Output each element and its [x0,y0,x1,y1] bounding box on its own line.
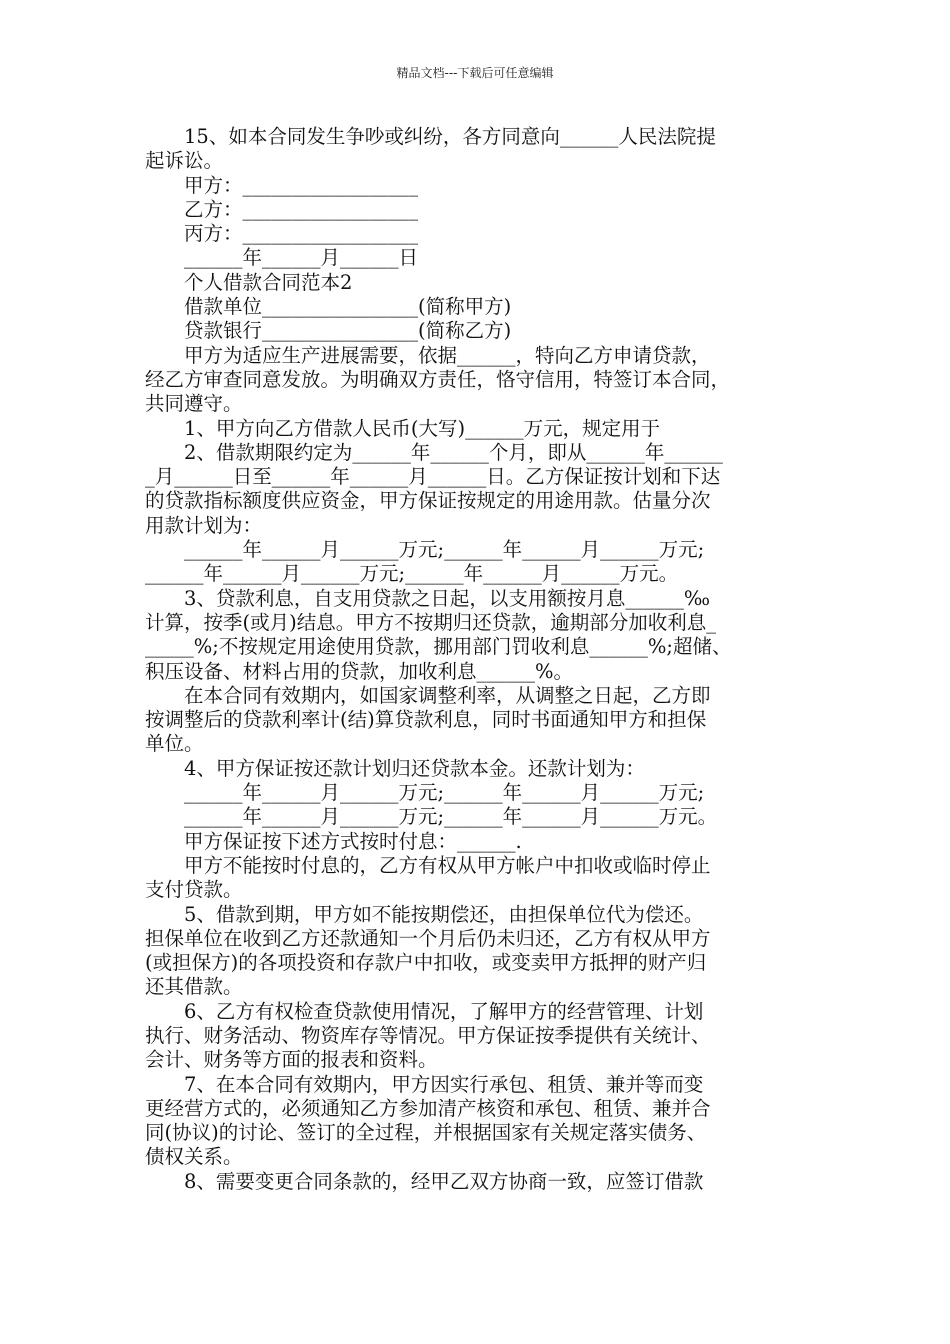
text-line: 的贷款指标额度供应资金，甲方保证按规定的用途用款。估量分次 [145,489,711,513]
text-line: 支付贷款。 [145,878,243,902]
text-line: 甲方不能按时付息的，乙方有权从甲方帐户中扣收或临时停止 [145,853,711,877]
text-line: ______年______月______万元;______年______月______万元。 [145,562,679,586]
text-line: 1、甲方向乙方借款人民币(大写)______万元，规定用于 [145,416,661,440]
page-header: 精品文档---下载后可任意编辑 [396,66,554,80]
date-line: ______年______月______日 [145,246,419,270]
document-body [145,125,810,1194]
text-line: 3、贷款利息，自支用贷款之日起，以支用额按月息______‰ [145,586,711,610]
text-line: 经乙方审查同意发放。为明确双方责任，恪守信用，特签订本合同， [145,367,731,391]
text-line: 计算，按季(或月)结息。甲方不按期归还贷款，逾期部分加收利息_ [145,610,716,634]
text-line: _____%;不按规定用途使用贷款，挪用部门罚收利息______%;超储、 [145,635,732,659]
text-line: 贷款银行________________(简称乙方) [145,319,512,343]
text-line: 借款单位________________(简称甲方) [145,295,512,319]
text-line: 15、如本合同发生争吵或纠纷，各方同意向______人民法院提 [145,125,716,148]
text-line: 债权关系。 [145,1145,243,1169]
signature-line-party-a: 甲方：__________________ [145,173,419,197]
signature-line-party-b: 乙方：__________________ [145,197,419,221]
text-line: (或担保方)的各项投资和存款户中扣收，或变卖甲方抵押的财产归 [145,951,707,975]
text-line: 同(协议)的讨论、签订的全过程，并根据国家有关规定落实债务、 [145,1121,707,1145]
text-line: 共同遵守。 [145,392,243,416]
text-line: ______年______月______万元;______年______月______万元; [145,781,705,805]
text-line: 在本合同有效期内，如国家调整利率，从调整之日起，乙方即 [145,683,711,707]
text-line: 甲方为适应生产进展需要，依据______，特向乙方申请贷款， [145,343,711,367]
text-line: ______年______月______万元;______年______月______万元。 [145,805,718,829]
text-line: 8、需要变更合同条款的，经甲乙双方协商一致，应签订借款 [145,1169,704,1193]
text-line: 还其借款。 [145,975,243,999]
text-line: 按调整后的贷款利率计(结)算贷款利息，同时书面通知甲方和担保 [145,708,707,732]
text-line: 执行、财务活动、物资库存等情况。甲方保证按季提供有关统计、 [145,1023,711,1047]
text-line: 6、乙方有权检查贷款使用情况，了解甲方的经营管理、计划 [145,999,704,1023]
text-line: 4、甲方保证按还款计划归还贷款本金。还款计划为： [145,756,645,780]
text-line: _月______日至______年______月______日。乙方保证按计划和下达 [145,465,721,489]
text-line: 7、在本合同有效期内，甲方因实行承包、租赁、兼并等而变 [145,1072,704,1096]
text-line: 担保单位在收到乙方还款通知一个月后仍未归还，乙方有权从甲方 [145,926,711,950]
text-line: 更经营方式的，必须通知乙方参加清产核资和承包、租赁、兼并合 [145,1096,711,1120]
text-line: 5、借款到期，甲方如不能按期偿还，由担保单位代为偿还。 [145,902,704,926]
text-line: 2、借款期限约定为______年______个月，即从______年______ [145,440,723,464]
section-title: 个人借款合同范本2 [145,270,353,294]
text-line: ______年______月______万元;______年______月______万元; [145,538,705,562]
text-line: 甲方保证按下述方式按时付息：______. [145,829,522,853]
text-line: 单位。 [145,732,204,756]
text-line: 用款计划为： [145,513,263,537]
text-line: 会计、财务等方面的报表和资料。 [145,1048,438,1072]
text-line: 起诉讼。 [145,149,224,173]
signature-line-party-c: 丙方：__________________ [145,222,419,246]
text-line: 积压设备、材料占用的贷款，加收利息______%。 [145,659,574,683]
